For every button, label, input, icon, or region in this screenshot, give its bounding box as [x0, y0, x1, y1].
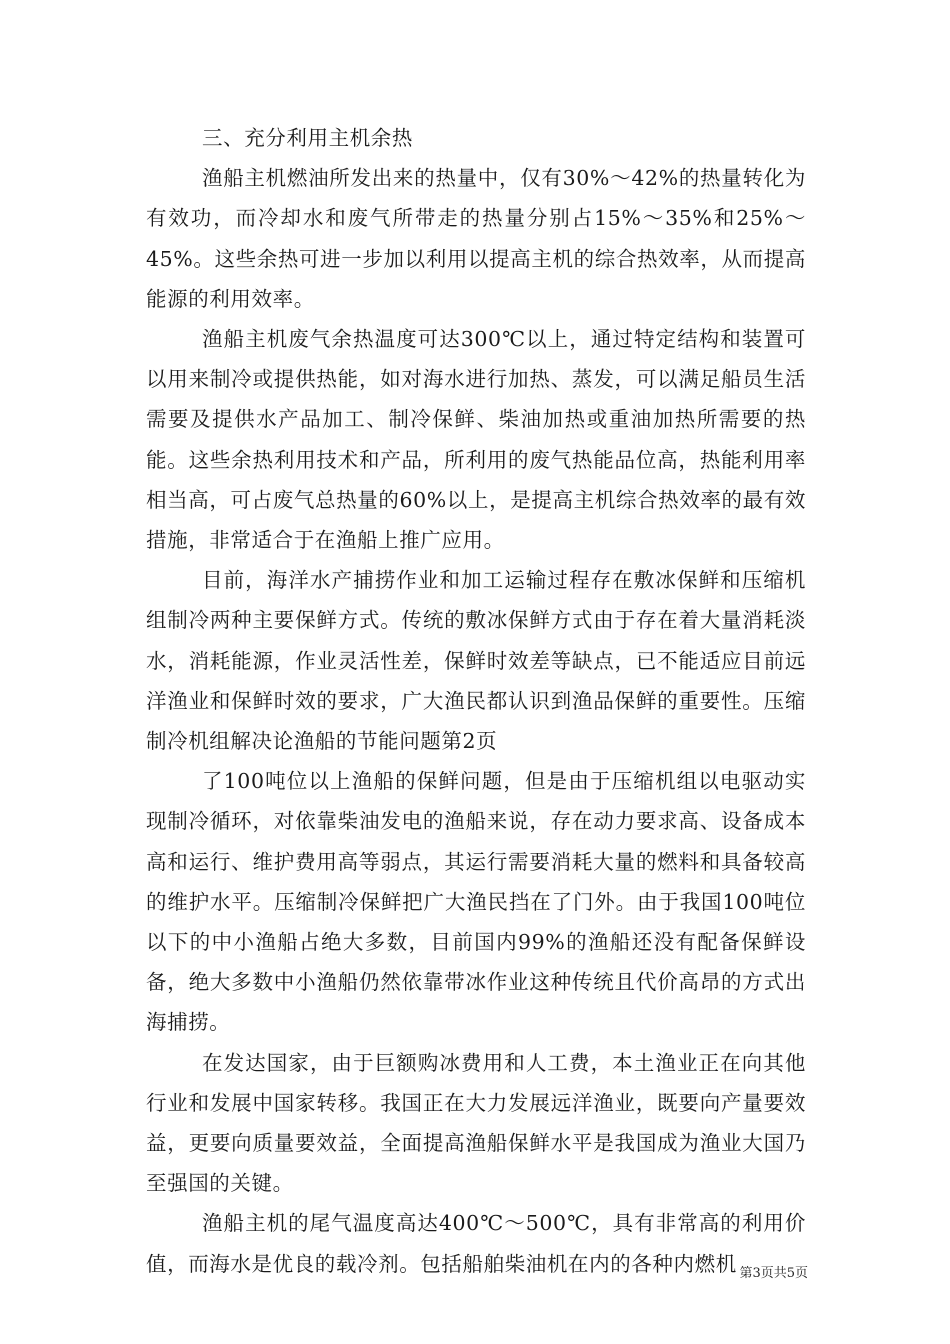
document-body [146, 118, 806, 1284]
paragraph-3: 目前，海洋水产捕捞作业和加工运输过程存在敷冰保鲜和压缩机组制冷两种主要保鲜方式。传统的敷冰保鲜方式由于存在着大量消耗淡水，消耗能源，作业灵活性差，保鲜时效差等缺点，已不能适应目前远洋渔业和保鲜时效的要求，广大渔民都认识到渔品保鲜的重要性。压缩制冷机组解决论渔船的节能问题第2页 [146, 568, 806, 754]
paragraph-4: 了100吨位以上渔船的保鲜问题，但是由于压缩机组以电驱动实现制冷循环，对依靠柴油发电的渔船来说，存在动力要求高、设备成本高和运行、维护费用高等弱点，其运行需要消耗大量的燃料和具备较高的维护水平。压缩制冷保鲜把广大渔民挡在了门外。由于我国100吨位以下的中小渔船占绝大多数，目前国内99%的渔船还没有配备保鲜设备，绝大多数中小渔船仍然依靠带冰作业这种传统且代价高昂的方式出海捕捞。 [146, 769, 806, 1035]
section-heading: 三、充分利用主机余热 [202, 126, 413, 150]
paragraph-6: 渔船主机的尾气温度高达400℃～500℃，具有非常高的利用价值，而海水是优良的载冷剂。包括船舶柴油机在内的各种内燃机 [146, 1211, 806, 1276]
paragraph-5: 在发达国家，由于巨额购冰费用和人工费，本土渔业正在向其他行业和发展中国家转移。我国正在大力发展远洋渔业，既要向产量要效益，更要向质量要效益，全面提高渔船保鲜水平是我国成为渔业大国乃至强国的关键。 [146, 1050, 806, 1196]
paragraph-2: 渔船主机废气余热温度可达300℃以上，通过特定结构和装置可以用来制冷或提供热能，如对海水进行加热、蒸发，可以满足船员生活需要及提供水产品加工、制冷保鲜、柴油加热或重油加热所需要的热能。这些余热利用技术和产品，所利用的废气热能品位高，热能利用率相当高，可占废气总热量的60%以上，是提高主机综合热效率的最有效措施，非常适合于在渔船上推广应用。 [146, 327, 806, 553]
paragraph-1: 渔船主机燃油所发出来的热量中，仅有30%～42%的热量转化为有效功，而冷却水和废气所带走的热量分别占15%～35%和25%～45%。这些余热可进一步加以利用以提高主机的综合热效率，从而提高能源的利用效率。 [146, 166, 806, 311]
page-number-footer: 第3页共5页 [739, 1266, 808, 1281]
